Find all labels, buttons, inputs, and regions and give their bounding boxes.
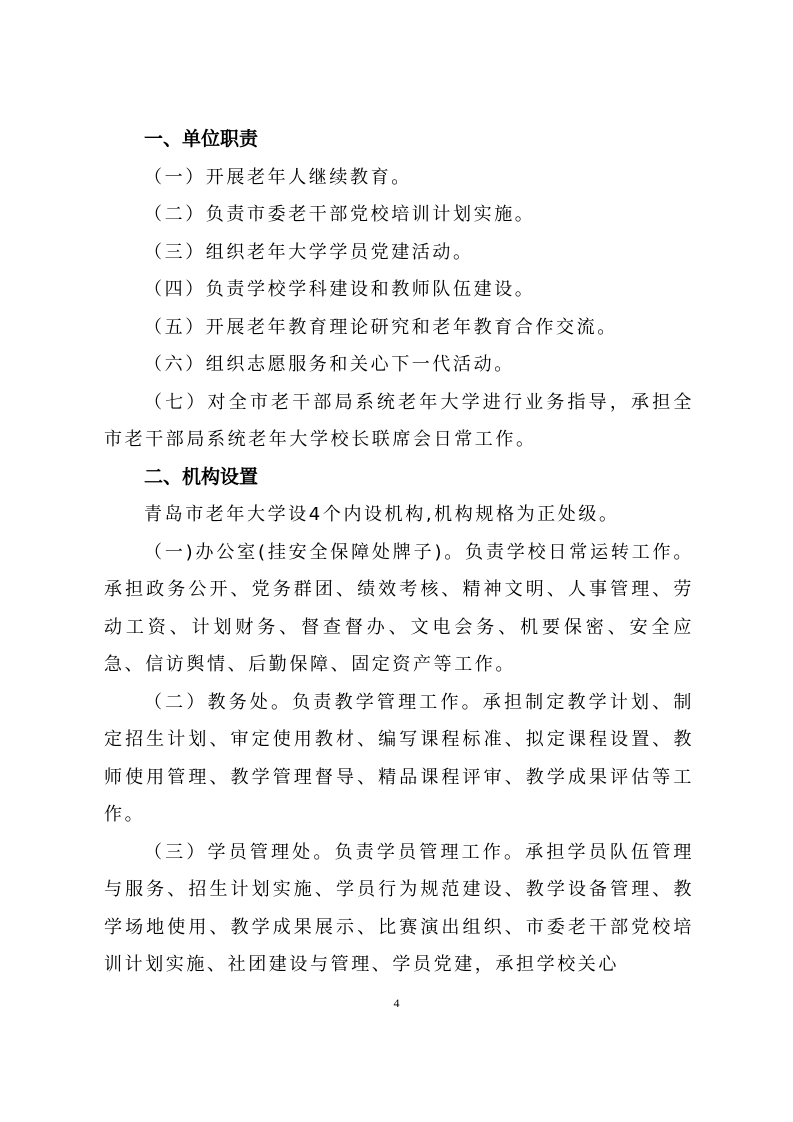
section-heading-organization: 二、机构设置 <box>144 465 259 488</box>
academic-affairs-description: （二）教务处。负责教学管理工作。承担制定教学计划、制定招生计划、审定使用教材、编写课程标准、拟定课程设置、教师使用管理、教学管理督导、精品课程评审、教学成果评估等工作。 <box>104 691 694 825</box>
duty-item-1: （一）开展老年人继续教育。 <box>144 166 412 188</box>
section-heading-unit-duties: 一、单位职责 <box>144 128 259 150</box>
duty-item-2: （二）负责市委老干部党校培训计划实施。 <box>144 204 536 225</box>
duty-item-4: （四）负责学校学科建设和教师队伍建设。 <box>144 279 536 300</box>
duty-item-5: （五）开展老年教育理论研究和老年教育合作交流。 <box>144 316 618 338</box>
duty-item-6: （六）组织志愿服务和关心下一代活动。 <box>144 354 515 375</box>
organization-intro: 青岛市老年大学设4个内设机构,机构规格为正处级。 <box>144 504 620 525</box>
student-management-description: （三）学员管理处。负责学员管理工作。承担学员队伍管理与服务、招生计划实施、学员行为规范建设、教学设备管理、教学场地使用、教学成果展示、比赛演出组织、市委老干部党校培训计划实施、社团建设与管理、学员党建，承担学校关心 <box>104 841 694 975</box>
duty-item-3: （三）组织老年大学学员党建活动。 <box>144 241 474 263</box>
office-description: （一)办公室(挂安全保障处牌子)。负责学校日常运转工作。承担政务公开、党务群团、绩效考核、精神文明、人事管理、劳动工资、计划财务、督查督办、文电会务、机要保密、安全应急、信访舆情、后勤保障、固定资产等工作。 <box>104 541 694 675</box>
document-body <box>104 121 694 984</box>
page-number: 4 <box>393 996 400 1010</box>
duty-item-7: （七）对全市老干部局系统老年大学进行业务指导，承担全市老干部局系统老年大学校长联席会日常工作。 <box>104 391 694 450</box>
